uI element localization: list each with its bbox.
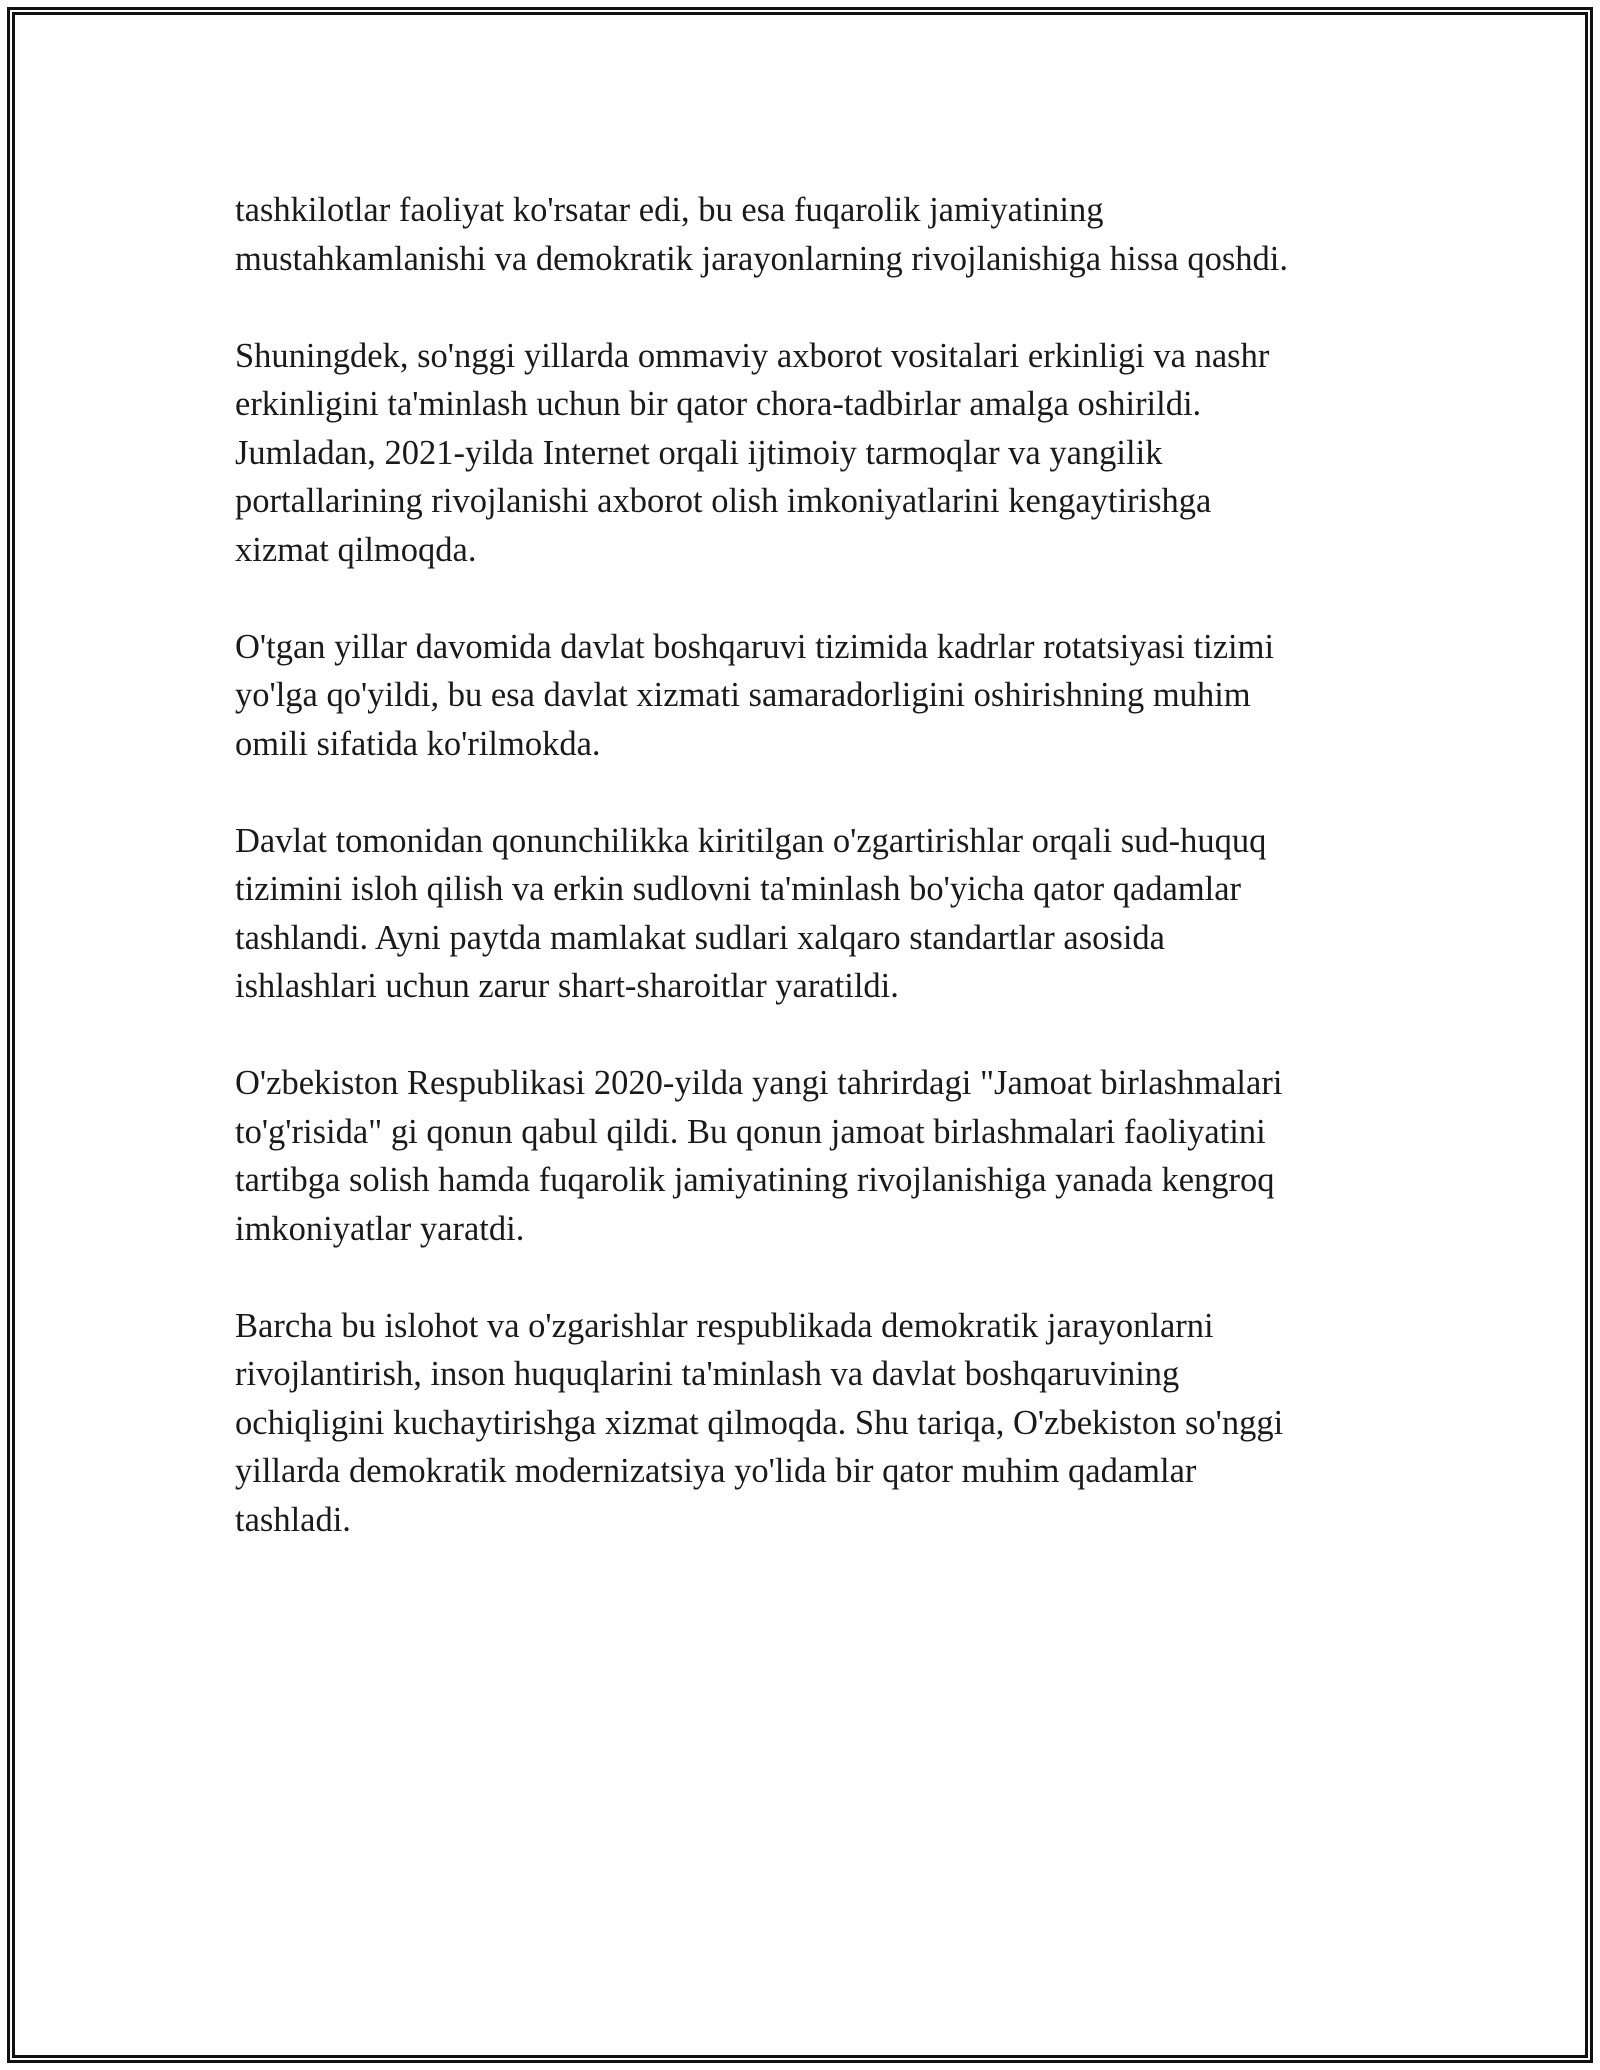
paragraph-3: O'tgan yillar davomida davlat boshqaruvi tizimida kadrlar rotatsiyasi tizimi yo'lga qo'yildi, bu esa davlat xizmati samaradorligini oshirishning muhim omili sifatida ko'rilmokda.: [235, 627, 1275, 763]
paragraph-4: Davlat tomonidan qonunchilikka kiritilgan o'zgartirishlar orqali sud-huquq tizimini isloh qilish va erkin sudlovni ta'minlash bo'yicha qator qadamlar tashlandi. Ayni paytda mamlakat sudlari xalqaro standartlar asosida ishlashlari uchun zarur shart-sharoitlar yaratildi.: [235, 821, 1267, 1005]
paragraph-2: Shuningdek, so'nggi yillarda ommaviy axborot vositalari erkinligi va nashr erkinligini ta'minlash uchun bir qator chora-tadbirlar amalga oshirildi. Jumladan, 2021-yilda Internet orqali ijtimoiy tarmoqlar va yangilik portallarining rivojlanishi axborot olish imkoniyatlarini kengaytirishga xizmat qilmoqda.: [235, 336, 1270, 569]
paragraph-1: tashkilotlar faoliyat ko'rsatar edi, bu esa fuqarolik jamiyatining mustahkamlanishi va demokratik jarayonlarning rivojlanishiga hissa qoshdi.: [235, 191, 1289, 278]
paragraph-6: Barcha bu islohot va o'zgarishlar respublikada demokratik jarayonlarni rivojlantirish, inson huquqlarini ta'minlash va davlat boshqaruvining ochiqligini kuchaytirishga xizmat qilmoqda. Shu tariqa, O'zbekiston so'nggi yillarda demokratik modernizatsiya yo'lida bir qator muhim qadamlar tashladi.: [235, 1306, 1284, 1539]
document-body: [235, 186, 1385, 1544]
paragraph-5: O'zbekiston Respublikasi 2020-yilda yangi tahrirdagi "Jamoat birlashmalari to'g'risida" gi qonun qabul qildi. Bu qonun jamoat birlashmalari faoliyatini tartibga solish hamda fuqarolik jamiyatining rivojlanishiga yanada kengroq imkoniyatlar yaratdi.: [235, 1064, 1283, 1248]
